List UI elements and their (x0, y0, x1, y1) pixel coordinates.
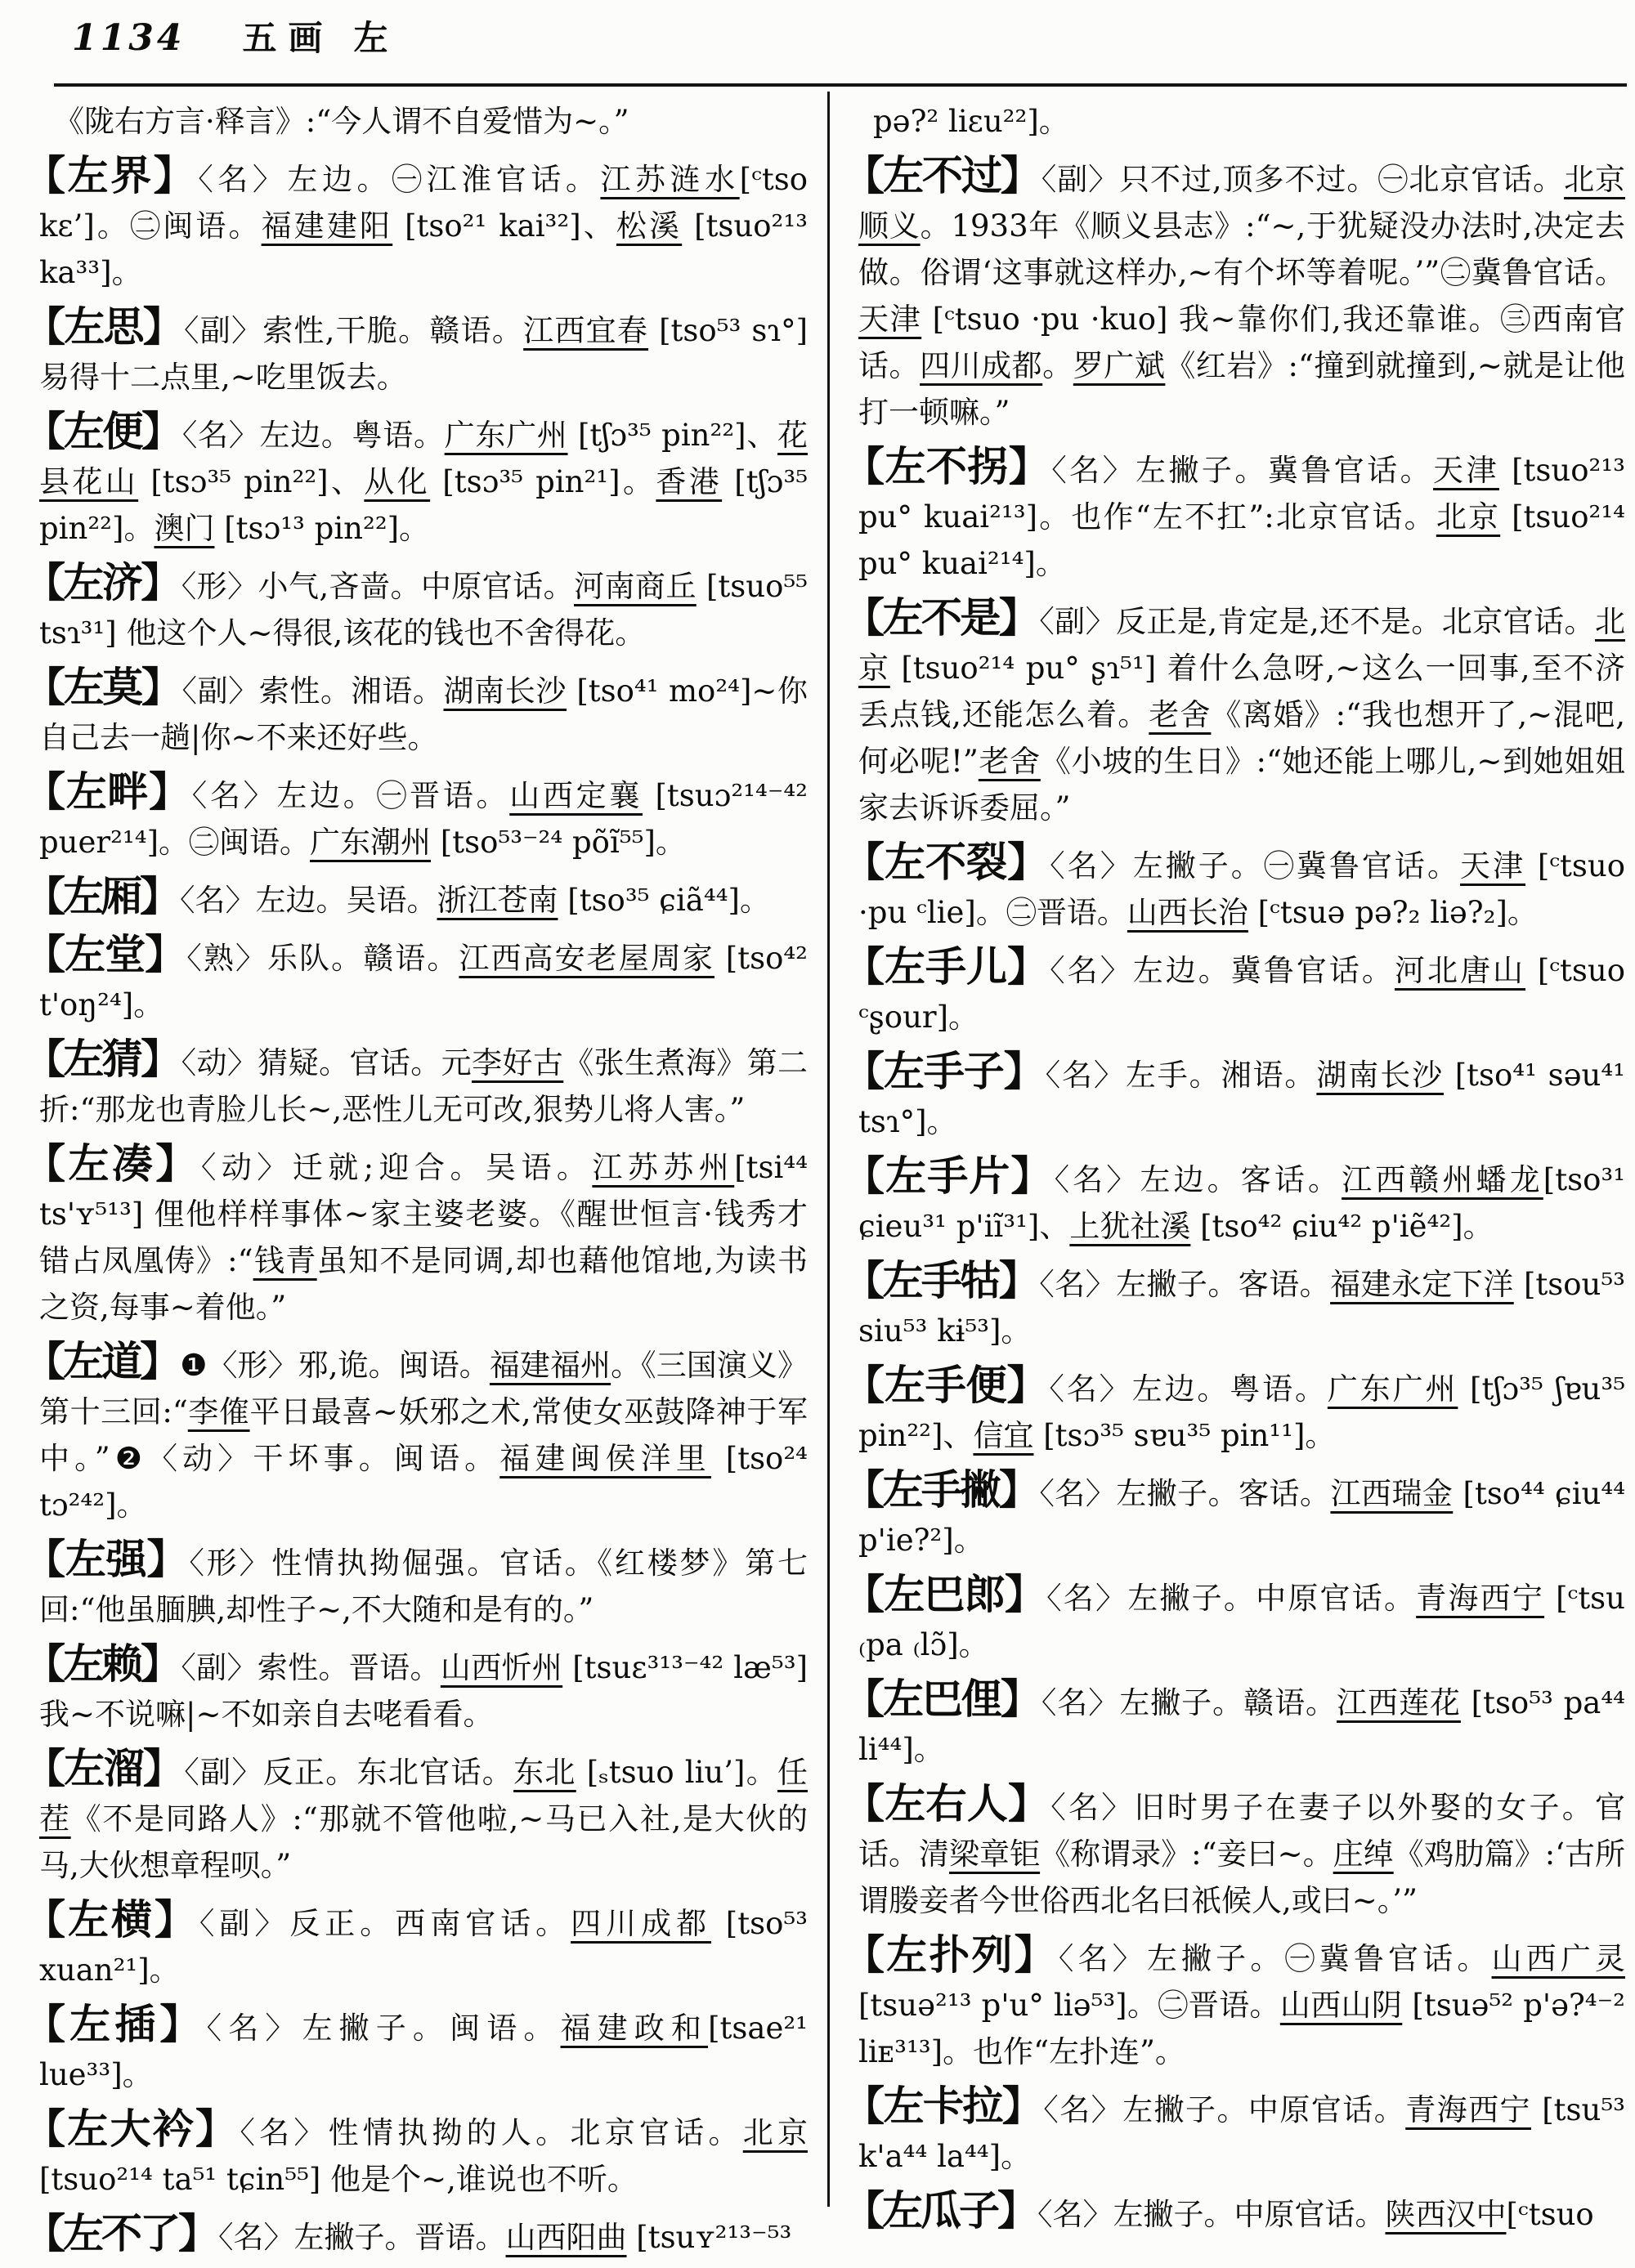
proper-noun-underlined: 江苏涟水 (600, 162, 740, 197)
proper-noun-underlined: 老舍 (1149, 697, 1212, 732)
entry-text: 〈名〉左撇子。赣语。 (1041, 1685, 1337, 1720)
entry-text: 〈名〉左撇子。中原官话。 (1043, 2092, 1406, 2127)
entry-text: 〈副〉索性。晋语。 (181, 1650, 441, 1685)
entry-text: [tsuo²¹⁴ pu° kuai²¹⁴]。 (858, 499, 1626, 581)
entry-text: 〈名〉左撇子。冀鲁官话。 (1051, 453, 1434, 488)
entry-text: 平日最喜~妖邪之术,常使女巫鼓降神于军中。”❷〈动〉干坏事。闽语。 (39, 1394, 808, 1476)
entry-headword: 【左便】 (25, 407, 181, 455)
entry-headword: 【左手儿】 (844, 942, 1049, 991)
dictionary-entry (25, 1745, 808, 1889)
dictionary-entry (25, 98, 808, 145)
proper-noun-underlined: 江西宜春 (523, 313, 649, 348)
entry-headword: 【左巴俚】 (844, 1675, 1040, 1723)
entry-headword: 【左右人】 (844, 1779, 1050, 1827)
entry-text: [ₛtsuo liu’]。 (576, 1755, 778, 1790)
entry-text: pə?² liɛu²²]。 (873, 104, 1069, 139)
proper-noun-underlined: 北京 (858, 604, 1625, 686)
entry-text: [tso⁵³ xuan²¹]。 (39, 1906, 809, 1988)
entry-text: [tso³¹ ɕieu³¹ p'iĩ³¹]、 (858, 1162, 1626, 1244)
entry-headword: 【左道】 (25, 1337, 179, 1385)
entry-headword: 【左不过】 (844, 151, 1040, 199)
dictionary-entry (25, 664, 808, 761)
entry-text: [tsuʏ²¹³⁻⁵³ (626, 2220, 792, 2255)
proper-noun-underlined: 北京 (742, 2115, 809, 2150)
entry-headword: 【左强】 (25, 1535, 188, 1583)
proper-noun-underlined: 湖南长沙 (443, 673, 567, 709)
entry-text: 《张生煮海》第二折:“那龙也青脸儿长~,恶性儿无可改,狠势儿将人害。” (39, 1045, 809, 1127)
entry-text: 〈副〉反正。西南官话。 (199, 1906, 571, 1941)
entry-headword: 【左手子】 (844, 1047, 1044, 1095)
entry-text: 《称谓录》:“妾曰~。 (1040, 1836, 1333, 1872)
entry-headword: 【左猜】 (25, 1035, 180, 1083)
proper-noun-underlined: 江苏苏州 (592, 1150, 735, 1185)
entry-text: 〈名〉左撇子。客话。 (1039, 1476, 1331, 1511)
entry-headword: 【左插】 (25, 2000, 205, 2048)
entry-text: 〈名〉左边。客话。 (1054, 1162, 1342, 1197)
entry-text: 〈名〉左撇子。㊀冀鲁官话。 (1050, 848, 1460, 883)
dictionary-entry (25, 2210, 808, 2261)
entry-text: 〈名〉左撇子。晋语。 (218, 2220, 506, 2255)
entry-text: 〈名〉左边。冀鲁官话。 (1050, 953, 1395, 988)
proper-noun-underlined: 河南商丘 (574, 569, 697, 604)
dictionary-entry (844, 1931, 1625, 2075)
proper-noun-underlined: 广东广州 (444, 418, 568, 453)
dictionary-entry (25, 768, 808, 866)
dictionary-entry (25, 1140, 808, 1331)
entry-text: [tsuo²¹⁴ ta⁵¹ tɕin⁵⁵] 他是个~,谁说也不听。 (39, 2162, 638, 2197)
entry-text: 〈副〉索性。湘语。 (181, 673, 444, 709)
entry-text: [ᶜtsuo ·pu ·kuo] 我~靠你们,我还靠谁。㊂西南官话。 (858, 302, 1626, 383)
entry-text: [tso⁴¹ səu⁴¹ tsɿ°]。 (858, 1058, 1626, 1139)
entry-headword: 【左不是】 (844, 593, 1038, 642)
proper-noun-underlined: 山西阳曲 (505, 2220, 627, 2255)
proper-noun-underlined: 庄绰 (1333, 1836, 1394, 1872)
entry-headword: 【左赖】 (25, 1639, 180, 1688)
dictionary-entry (844, 1571, 1625, 1668)
entry-headword: 【左手牯】 (844, 1256, 1038, 1304)
entry-text: 〈形〉小气,吝啬。中原官话。 (181, 569, 575, 604)
entry-headword: 【左巴郎】 (844, 1570, 1046, 1618)
entry-text: 《红岩》:“撞到就撞到,~就是让他打一顿嘛。” (858, 348, 1626, 430)
entry-headword: 【左手片】 (844, 1152, 1053, 1200)
entry-text: [tsɔ³⁵ sɐu³⁵ pin¹¹]。 (1033, 1418, 1336, 1453)
entry-text: [tsi⁴⁴ ts'ʏ⁵¹³] 俚他样样事体~家主婆老婆。《醒世恒言·钱秀才错占凤凰俦》:“ (39, 1150, 809, 1278)
proper-noun-underlined: 陕西汉中 (1385, 2197, 1507, 2232)
dictionary-entry (844, 1048, 1625, 1145)
entry-headword: 【左扑列】 (844, 1930, 1057, 1979)
proper-noun-underlined: 上犹社溪 (1069, 1209, 1191, 1244)
entry-headword: 【左手撇】 (844, 1465, 1038, 1514)
proper-noun-underlined: 李傕 (187, 1394, 250, 1429)
dictionary-entry (25, 408, 808, 552)
header-divider (54, 83, 1627, 87)
entry-headword: 【左界】 (25, 151, 197, 199)
entry-text: 〈副〉反正是,肯定是,还不是。北京官话。 (1039, 604, 1595, 639)
entry-text: 〈名〉左手。湘语。 (1045, 1058, 1317, 1093)
entry-text: 〈名〉左撇子。中原官话。 (1037, 2197, 1386, 2232)
dictionary-entry (844, 1152, 1625, 1250)
proper-noun-underlined: 江西莲花 (1337, 1685, 1461, 1720)
entry-text: 〈名〉性情执拗的人。北京官话。 (240, 2115, 743, 2150)
proper-noun-underlined: 梁章钜 (949, 1836, 1041, 1872)
entry-text: [ᶜtsuo ·pu ᶜlie]。㊁晋语。 (858, 848, 1626, 930)
dictionary-entry (844, 2187, 1625, 2238)
proper-noun-underlined: 山西忻州 (440, 1650, 563, 1685)
entry-text: [tso⁴² t'oŋ²⁴]。 (39, 941, 809, 1022)
proper-noun-underlined: 福建永定下洋 (1330, 1267, 1514, 1302)
dictionary-entry (25, 873, 808, 924)
entry-text: [tso²⁴ tɔ²⁴²]。 (39, 1441, 808, 1523)
dictionary-entry (25, 931, 808, 1028)
entry-headword: 【左莫】 (25, 663, 181, 711)
entry-text: 。《三国演义》第十三回:“ (39, 1348, 808, 1429)
left-column (25, 98, 808, 2268)
radical-character: 左 (353, 18, 388, 58)
entry-headword: 【左思】 (25, 302, 182, 351)
proper-noun-underlined: 山西定襄 (509, 778, 643, 813)
proper-noun-underlined: 湖南长沙 (1316, 1058, 1445, 1093)
entry-text: 〈动〉迁就;迎合。吴语。 (200, 1150, 593, 1185)
entry-text: [tso⁴¹ mo²⁴]~你自己去一趟|你~不来还好些。 (39, 673, 809, 755)
entry-text: 〈副〉只不过,顶多不过。㊀北京官话。 (1041, 162, 1565, 197)
proper-noun-underlined: 北京 (1436, 499, 1501, 535)
dictionary-entry (25, 1896, 808, 1993)
entry-text: [tsuɛ³¹³⁻⁴² læ⁵³] 我~不说嘛|~不如亲自去咾看看。 (39, 1650, 809, 1732)
entry-text: [tso³⁵ ɕiã⁴⁴]。 (558, 883, 770, 918)
dictionary-entry (844, 594, 1625, 831)
dictionary-entry (25, 1536, 808, 1633)
entry-headword: 【左凑】 (25, 1139, 199, 1188)
entry-headword: 【左堂】 (25, 930, 186, 978)
proper-noun-underlined: 山西长治 (1127, 895, 1248, 930)
proper-noun-underlined: 福建建阳 (261, 208, 393, 244)
entry-text: 〈名〉旧时男子在妻子以外娶的女子。官话。清 (858, 1790, 1625, 1872)
dictionary-entry (844, 443, 1625, 587)
entry-text: [tsuɔ²¹⁴⁻⁴² puer²¹⁴]。㊁闽语。 (39, 778, 809, 860)
entry-text: 虽知不是同调,却也藉他馆地,为读书之资,每事~着他。” (39, 1243, 808, 1325)
entry-text: [ᶜtsuo (1506, 2197, 1594, 2232)
entry-text: [tsuo²¹³ pu° kuai²¹³]。也作“左不扛”:北京官话。 (858, 453, 1626, 535)
entry-text: [tso⁵³⁻²⁴ põĩ⁵⁵]。 (431, 825, 686, 860)
proper-noun-underlined: 钱青 (253, 1243, 317, 1278)
dictionary-entry (844, 943, 1625, 1040)
entry-text: 〈名〉左边。㊀晋语。 (191, 778, 510, 813)
proper-noun-underlined: 天津 (1459, 848, 1526, 883)
dictionary-entry (844, 98, 1625, 145)
entry-headword: 【左不拐】 (844, 442, 1050, 490)
entry-text: 《陇右方言·释言》:“今人谓不自爱惜为~。” (54, 104, 629, 139)
entry-text: [tsuo⁵⁵ tsɿ³¹] 他这个人~得很,该花的钱也不舍得花。 (39, 569, 809, 651)
dictionary-entry (25, 1036, 808, 1133)
entry-text: 〈名〉左撇子。中原官话。 (1046, 1581, 1417, 1616)
entry-text: [tso²¹ kai³²]、 (392, 208, 616, 244)
entry-text: [tsu⁵³ k'a⁴⁴ la⁴⁴]。 (858, 2092, 1625, 2174)
entry-headword: 【左大衿】 (25, 2105, 239, 2153)
dictionary-entry (844, 1257, 1625, 1354)
entry-text: [tsou⁵³ siu⁵³ kɨ⁵³]。 (858, 1267, 1626, 1349)
entry-text: [ᶜtsuə pə?₂ liə?₂]。 (1248, 895, 1538, 930)
entry-text: 〈名〉左边。㊀江淮官话。 (198, 162, 601, 197)
proper-noun-underlined: 天津 (1433, 453, 1499, 488)
column-divider (827, 92, 830, 2207)
proper-noun-underlined: 青海西宁 (1405, 2092, 1531, 2127)
entry-headword: 【左不裂】 (844, 838, 1049, 886)
entry-text: 〈名〉左边。粤语。 (181, 418, 445, 453)
entry-text: 〈副〉索性,干脆。赣语。 (183, 313, 524, 348)
entry-text: [tsuo²¹⁴ pu° ʂɿ⁵¹] 着什么急呀,~这么一回事,至不济丢点钱,还能怎么着。 (858, 651, 1625, 732)
entry-text: [tso⁵³ pa⁴⁴ li⁴⁴]。 (858, 1685, 1626, 1767)
entry-headword: 【左瓜子】 (844, 2186, 1036, 2234)
proper-noun-underlined: 罗广斌 (1073, 348, 1166, 383)
proper-noun-underlined: 四川成都 (571, 1906, 712, 1941)
entry-text: 。 (1042, 348, 1073, 383)
entry-text: 〈名〉左撇子。㊀冀鲁官话。 (1058, 1941, 1492, 1976)
dictionary-entry (844, 1466, 1625, 1563)
entry-text: 〈动〉猜疑。官话。元 (181, 1045, 473, 1080)
proper-noun-underlined: 广东广州 (1327, 1371, 1458, 1407)
proper-noun-underlined: 东北 (513, 1755, 576, 1790)
entry-text: 〈熟〉乐队。赣语。 (186, 941, 459, 976)
proper-noun-underlined: 浙江苍南 (437, 883, 558, 918)
entry-text: [tso⁴⁴ ɕiu⁴⁴ p'ie?²]。 (858, 1476, 1626, 1558)
dictionary-entry (844, 1362, 1625, 1459)
dictionary-entry (25, 1640, 808, 1738)
proper-noun-underlined: 老舍 (978, 744, 1041, 779)
proper-noun-underlined: 广东潮州 (310, 825, 432, 860)
entry-headword: 【左横】 (25, 1895, 198, 1944)
proper-noun-underlined: 山西广灵 (1491, 1941, 1626, 1976)
entry-text: [tso⁵³ sɿ°] 易得十二点里,~吃里饭去。 (39, 313, 809, 395)
entry-headword: 【左卡拉】 (844, 2082, 1042, 2130)
entry-text: [tsuə²¹³ p'u° liə⁵³]。㊁晋语。 (858, 1988, 1280, 2023)
dictionary-entry (844, 1780, 1625, 1924)
entry-text: [tsae²¹ lue³³]。 (39, 2011, 809, 2092)
proper-noun-underlined: 花县花山 (39, 418, 809, 499)
dictionary-entry (25, 1338, 808, 1528)
entry-text: 《离婚》:“我也想开了,~混吧,何必呢!” (858, 697, 1626, 779)
proper-noun-underlined: 福建福州 (489, 1348, 611, 1383)
proper-noun-underlined: 天津 (858, 302, 922, 337)
entry-text: 〈名〉左边。吴语。 (180, 883, 437, 918)
entry-headword: 【左手便】 (844, 1361, 1048, 1409)
entry-headword: 【左畔】 (25, 767, 190, 816)
proper-noun-underlined: 江西赣州蟠龙 (1342, 1162, 1543, 1197)
dictionary-entry (25, 152, 808, 296)
right-column (844, 98, 1625, 2245)
dictionary-entry (844, 2082, 1625, 2180)
entry-text: 〈副〉反正。东北官话。 (184, 1755, 514, 1790)
entry-headword: 【左厢】 (25, 872, 178, 920)
dictionary-entry (25, 2001, 808, 2098)
entry-text: [tsɔ¹³ pin²²]。 (214, 511, 430, 546)
entry-text: [tʃɔ³⁵ pin²²]。 (39, 464, 809, 546)
entry-text: 。1933年《顺义县志》:“~,于犹疑没办法时,决定去做。俗谓‘这事就这样办,~有个坏等着呢。’”㊁冀鲁官话。 (858, 208, 1626, 290)
proper-noun-underlined: 福建政和 (560, 2011, 709, 2046)
entry-headword: 【左不了】 (25, 2209, 217, 2257)
dictionary-entry (25, 2105, 808, 2203)
entry-headword: 【左溜】 (25, 1744, 183, 1792)
proper-noun-underlined: 信宜 (973, 1418, 1034, 1453)
proper-noun-underlined: 澳门 (154, 511, 215, 546)
entry-text: [tsuə⁵² p'ə?⁴⁻² liᴇ³¹³]。也作“左扑连”。 (858, 1988, 1626, 2069)
entry-text: 〈形〉性情执拗倔强。官话。《红楼梦》第七回:“他虽腼腆,却性子~,不大随和是有的。” (39, 1546, 809, 1627)
proper-noun-underlined: 北京顺义 (858, 162, 1626, 244)
proper-noun-underlined: 福建闽侯洋里 (499, 1441, 711, 1476)
dictionary-entry (844, 1675, 1625, 1773)
proper-noun-underlined: 山西山阴 (1279, 1988, 1403, 2023)
entry-text: [ᶜtso kɛ’]。㊁闽语。 (39, 162, 809, 244)
entry-text: [tsuo²¹³ ka³³]。 (39, 208, 808, 290)
entry-text: 《不是同路人》:“那就不管他啦,~马已入社,是大伙的马,大伙想章程呗。” (39, 1801, 808, 1883)
entry-text: [tʃɔ³⁵ ʃɐu³⁵ pin²²]、 (858, 1371, 1626, 1453)
proper-noun-underlined: 松溪 (616, 208, 683, 244)
dictionary-entry (25, 303, 808, 400)
entry-text: 《鸡肋篇》:‘古所谓媵妾者今世俗西北名曰祇候人,或曰~。’” (858, 1836, 1626, 1918)
entry-text: [tso⁴² ɕiu⁴² p'iẽ⁴²]。 (1190, 1209, 1494, 1244)
entry-text: 〈名〉左撇子。闽语。 (206, 2011, 561, 2046)
proper-noun-underlined: 江西瑞金 (1330, 1476, 1454, 1511)
entry-headword: 【左济】 (25, 558, 180, 606)
proper-noun-underlined: 江西高安老屋周家 (459, 941, 714, 976)
proper-noun-underlined: 四川成都 (920, 348, 1043, 383)
entry-text: 〈名〉左撇子。客语。 (1039, 1267, 1331, 1302)
entry-text: 《小坡的生日》:“她还能上哪儿,~到她姐姐家去诉诉委屈。” (858, 744, 1625, 825)
proper-noun-underlined: 李好古 (472, 1045, 564, 1080)
proper-noun-underlined: 从化 (364, 464, 431, 499)
entry-text: [tsɔ³⁵ pin²²]、 (138, 464, 365, 499)
proper-noun-underlined: 香港 (656, 464, 723, 499)
entry-text: [tsɔ³⁵ pin²¹]。 (430, 464, 656, 499)
dictionary-entry (25, 559, 808, 656)
page-number: 1134 (72, 17, 186, 59)
stroke-count-label: 五画 (242, 18, 334, 58)
dictionary-entry (844, 839, 1625, 936)
proper-noun-underlined: 任茬 (39, 1755, 809, 1836)
page-header (72, 11, 388, 60)
entry-text: 〈名〉左边。粤语。 (1049, 1371, 1328, 1407)
proper-noun-underlined: 青海西宁 (1416, 1581, 1545, 1616)
entry-text: [tʃɔ³⁵ pin²²]、 (567, 418, 778, 453)
entry-text: [ᶜtsu ₍pa ₍lɔ̃]。 (858, 1581, 1626, 1662)
dictionary-entry (844, 152, 1625, 436)
entry-text: [ᶜtsuo ᶜʂour]。 (858, 953, 1626, 1035)
proper-noun-underlined: 河北唐山 (1394, 953, 1526, 988)
entry-text: ❶〈形〉邪,诡。闽语。 (180, 1348, 490, 1383)
